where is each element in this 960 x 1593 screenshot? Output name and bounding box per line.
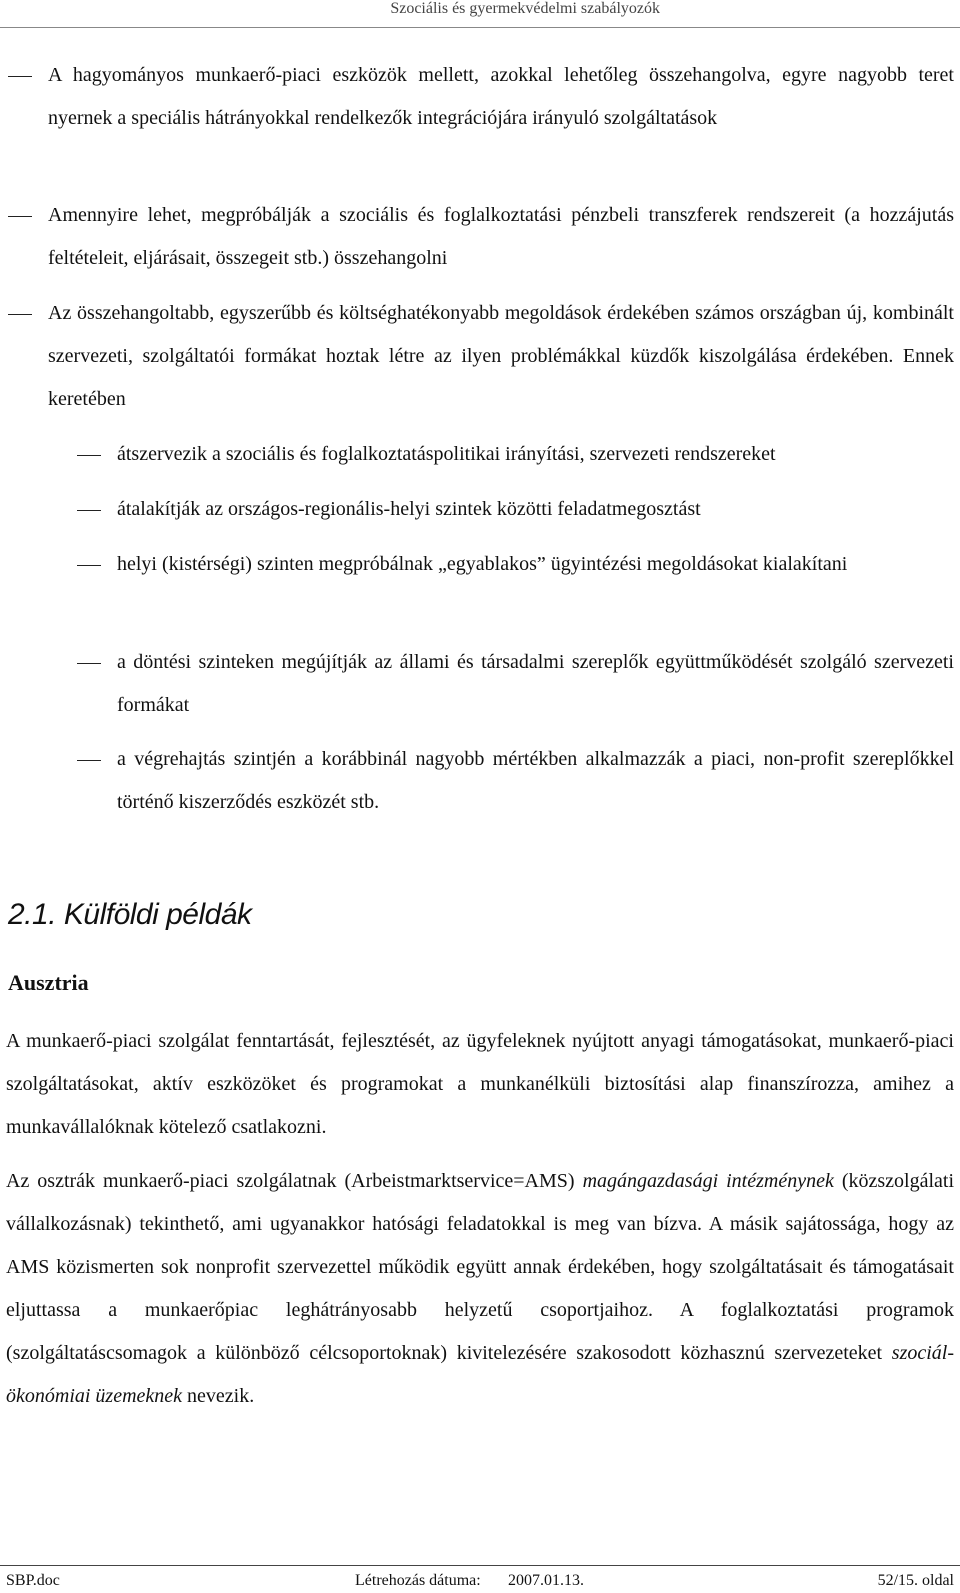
footer-divider	[0, 1565, 960, 1566]
bullet-item: A hagyományos munkaerő-piaci eszközök mellett, azokkal lehetőleg összehangolva, egyre nagyobb teret nyernek a speciális hátrányokkal rendelkezők integrációjára irányuló szolgáltatások	[48, 64, 954, 129]
body-paragraph: A munkaerő-piaci szolgálat fenntartását, fejlesztését, az ügyfeleknek nyújtott anyagi támogatásokat, munkaerő-piaci szolgáltatásokat, aktív eszközöket és programokat a munkanélküli biztosítási alap finanszírozza, amihez a munkavállalóknak kötelező csatlakozni.	[6, 1030, 954, 1138]
bullet-item: Amennyire lehet, megpróbálják a szociális és foglalkoztatási pénzbeli transzferek rendszereit (a hozzájutás feltételeit, eljárásait, összegeit stb.) összehangolni	[48, 204, 954, 269]
header-title: Szociális és gyermekvédelmi szabályozók	[390, 0, 660, 17]
paragraph-text: nevezik.	[182, 1385, 255, 1407]
paragraph-text: (közszolgálati vállalkozásnak) tekinthető, ami ugyanakkor hatósági feladatokkal is meg van bízva. A másik sajátossága, hogy az AMS közismerten sok nonprofit szervezettel működik együtt annak érdekében, hogy szolgáltatásait és támogatásait eljuttassa a munkaerőpiac leghátrányosabb helyzetű csoportjaihoz. A foglalkoztatási programok (szolgáltatáscsomagok a különböző célcsoportoknak) kivitelezésére szakosodott közhasznú szervezeteket	[6, 1170, 955, 1364]
paragraph-text: Az osztrák munkaerő-piaci szolgálatnak (Arbeistmarktservice=AMS)	[6, 1170, 583, 1192]
dash-bullet-icon	[8, 76, 32, 77]
dash-bullet-icon	[77, 455, 101, 456]
dash-bullet-icon	[8, 314, 32, 315]
sub-bullet-item: a végrehajtás szintjén a korábbinál nagyobb mértékben alkalmazzák a piaci, non-profit szereplőkkel történő kiszerződés eszközét stb.	[117, 748, 954, 813]
dash-bullet-icon	[77, 663, 101, 664]
dash-bullet-icon	[77, 760, 101, 761]
sub-bullet-item: átalakítják az országos-regionális-helyi szintek közötti feladatmegosztást	[117, 498, 701, 520]
footer-created-label: Létrehozás dátuma:	[355, 1572, 481, 1589]
header-divider	[0, 27, 960, 28]
dash-bullet-icon	[77, 510, 101, 511]
footer-created-date: 2007.01.13.	[508, 1572, 584, 1589]
sub-bullet-item: helyi (kistérségi) szinten megpróbálnak „egyablakos” ügyintézési megoldásokat kialakítani	[117, 553, 848, 575]
dash-bullet-icon	[8, 216, 32, 217]
emphasis-text: magángazdasági intézménynek	[582, 1170, 834, 1192]
body-paragraph	[6, 1160, 954, 1418]
section-heading: 2.1. Külföldi példák	[8, 898, 252, 931]
sub-bullet-item: a döntési szinteken megújítják az állami és társadalmi szereplők együttműködését szolgáló szervezeti formákat	[117, 651, 954, 716]
footer-page-number: 52/15. oldal	[877, 1572, 954, 1589]
sub-bullet-item: átszervezik a szociális és foglalkoztatáspolitikai irányítási, szervezeti rendszereket	[117, 443, 776, 465]
dash-bullet-icon	[77, 565, 101, 566]
page-header	[0, 0, 960, 26]
bullet-item: Az összehangoltabb, egyszerűbb és költséghatékonyabb megoldások érdekében számos országban új, kombinált szervezeti, szolgáltatói formákat hoztak létre az ilyen problémákkal küzdők kiszolgálása érdekében. Ennek keretében	[48, 302, 954, 410]
emphasis-text: szociál-ökonómiai üzemeknek	[6, 1342, 954, 1407]
footer-filename: SBP.doc	[6, 1572, 60, 1589]
subheading: Ausztria	[8, 970, 89, 995]
